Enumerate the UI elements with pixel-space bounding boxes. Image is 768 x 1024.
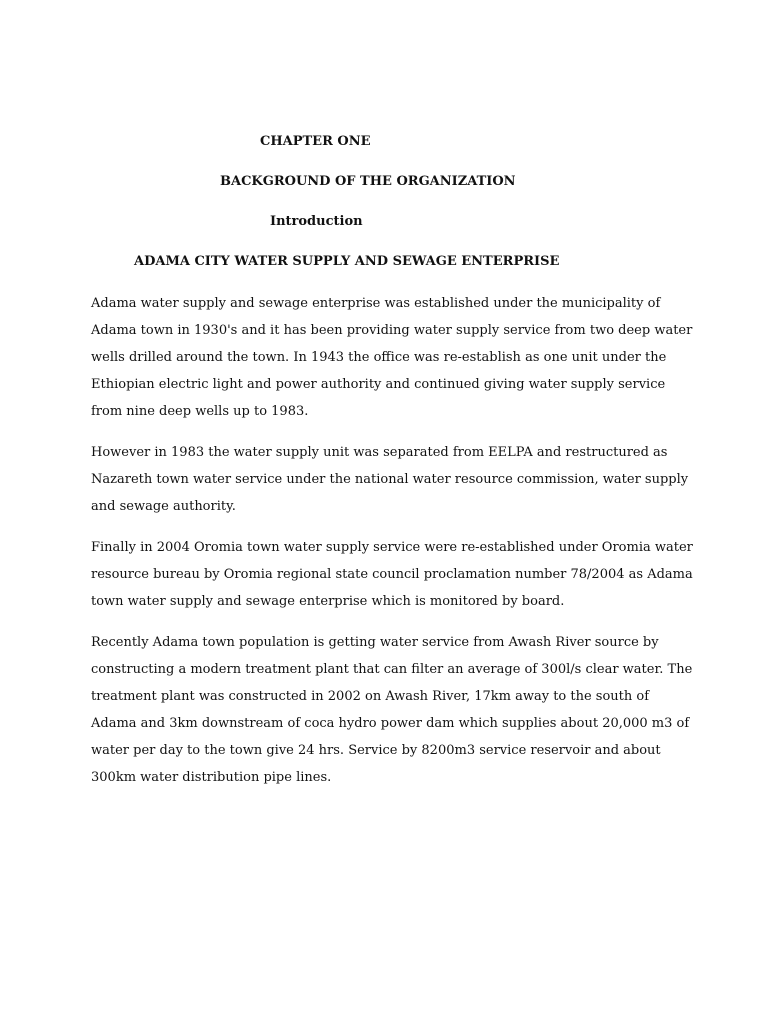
organization-title: ADAMA CITY WATER SUPPLY AND SEWAGE ENTERPRISE [134, 254, 560, 269]
paragraph-line: Adama and 3km downstream of coca hydro power dam which supplies about 20,000 m3 of [91, 716, 690, 731]
paragraph-line: Adama water supply and sewage enterprise was established under the municipality of [91, 296, 661, 311]
paragraph-line: treatment plant was constructed in 2002 on Awash River, 17km away to the south of [91, 689, 650, 704]
paragraph-line: resource bureau by Oromia regional state council proclamation number 78/2004 as Adama [91, 567, 693, 582]
paragraph-line: Nazareth town water service under the national water resource commission, water supply [91, 472, 689, 487]
paragraph-line: 300km water distribution pipe lines. [91, 770, 332, 785]
paragraph-restructure [91, 439, 691, 520]
paragraph-current-service [91, 629, 691, 791]
paragraph-line: Recently Adama town population is getting water service from Awash River source by [91, 635, 659, 650]
section-title: BACKGROUND OF THE ORGANIZATION [220, 174, 516, 189]
paragraph-line: constructing a modern treatment plant that can filter an average of 300l/s clear water. The [91, 662, 693, 677]
paragraph-line: Ethiopian electric light and power authority and continued giving water supply service [91, 377, 666, 392]
paragraph-line: and sewage authority. [91, 499, 236, 514]
paragraph-reestablishment [91, 534, 691, 615]
paragraph-line: However in 1983 the water supply unit was separated from EELPA and restructured as [91, 445, 668, 460]
paragraph-line: water per day to the town give 24 hrs. Service by 8200m3 service reservoir and about [91, 743, 661, 758]
paragraph-line: town water supply and sewage enterprise which is monitored by board. [91, 594, 565, 609]
paragraph-line: Finally in 2004 Oromia town water supply service were re-established under Oromia water [91, 540, 693, 555]
paragraph-history [91, 290, 691, 425]
chapter-title: CHAPTER ONE [260, 134, 371, 149]
paragraph-line: Adama town in 1930's and it has been providing water supply service from two deep water [91, 323, 693, 338]
paragraph-line: wells drilled around the town. In 1943 the office was re-establish as one unit under the [91, 350, 667, 365]
subsection-title: Introduction [270, 214, 363, 229]
paragraph-line: from nine deep wells up to 1983. [91, 404, 309, 419]
